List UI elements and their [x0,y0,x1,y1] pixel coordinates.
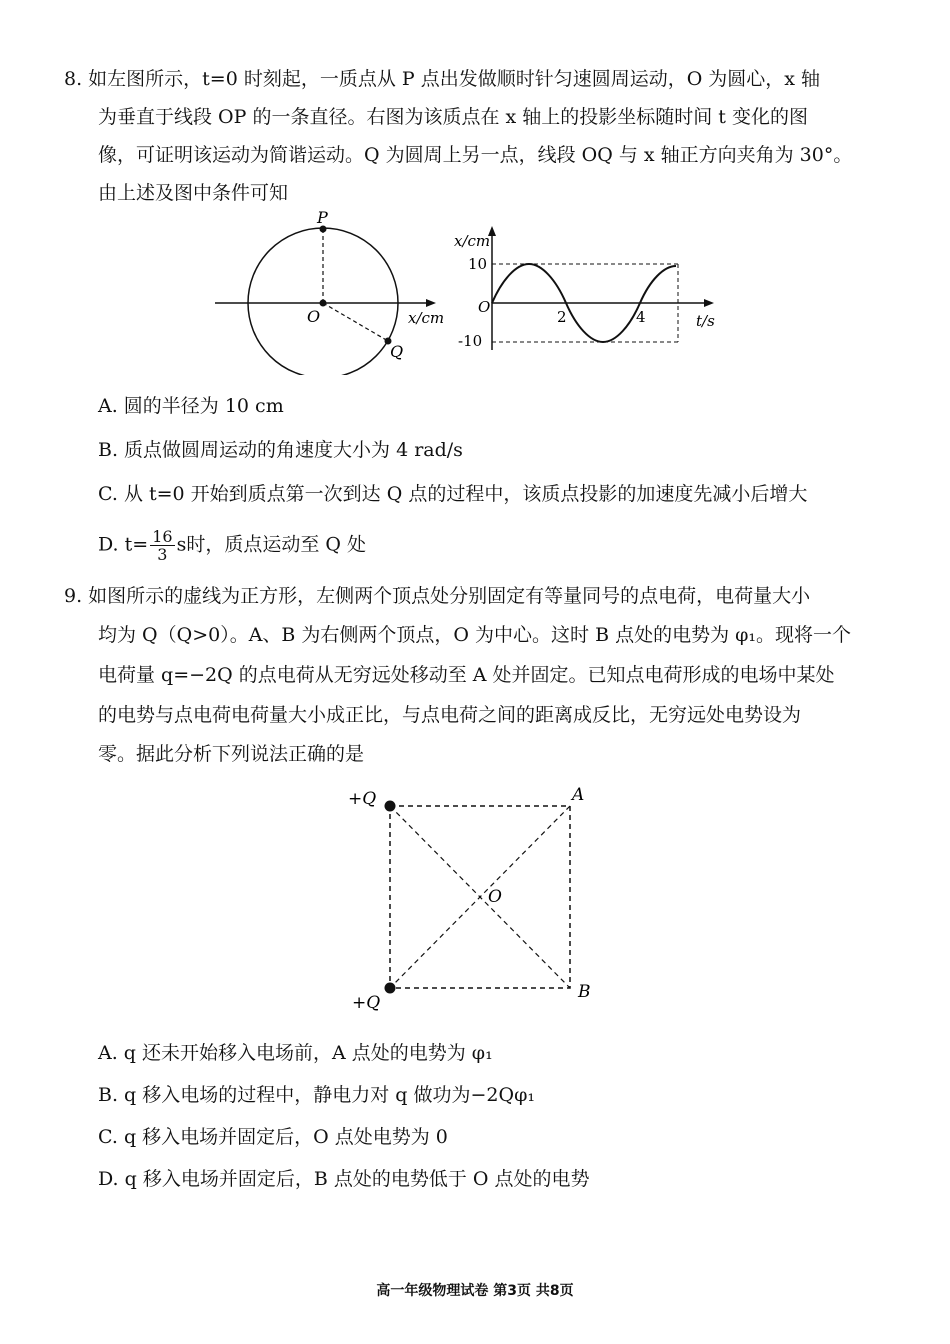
segment-OQ [323,303,388,341]
q9-line-1 [64,583,810,609]
graph-origin-label: O [478,298,491,316]
q9-text-1: 如图所示的虚线为正方形，左侧两个顶点处分别固定有等量同号的点电荷，电荷量大小 [88,585,811,607]
charge-top-left [385,801,396,812]
q8-line-4: 由上述及图中条件可知 [98,182,289,204]
tick-label-4: 4 [636,308,646,326]
q8-text-1: 如左图所示，t=0 时刻起，一质点从 P 点出发做顺时针匀速圆周运动，O 为圆心，x 轴 [88,68,821,90]
q9-line-3: 电荷量 q=−2Q 的点电荷从无穷远处移动至 A 处并固定。已知点电荷形成的电场中某处 [98,664,835,686]
fraction-16-3 [150,528,174,563]
q8-option-D-prefix: D. t= [98,533,149,556]
graph-y-label: x/cm [454,232,491,250]
label-B: B [578,982,591,1002]
fraction-numerator: 16 [152,527,173,546]
label-P: P [317,208,328,227]
label-Q: Q [390,342,404,361]
circle-figure [210,205,450,375]
q8-line-2: 为垂直于线段 OP 的一条直径。右图为该质点在 x 轴上的投影坐标随时间 t 变化的图 [98,106,808,128]
circle-axis-label: x/cm [408,309,445,327]
q9-option-A: A. q 还未开始移入电场前，A 点处的电势为 φ₁ [98,1042,493,1064]
q8-option-D [98,528,366,563]
q8-number: 8. [64,68,83,90]
q9-number: 9. [64,585,83,607]
q9-option-B: B. q 移入电场的过程中，静电力对 q 做功为−2Qφ₁ [98,1084,535,1106]
page-footer: 高一年级物理试卷 第3页 共8页 [376,1283,574,1299]
graph-x-label: t/s [696,312,715,330]
label-center-O: O [488,887,502,907]
x-axis-arrow-icon [426,299,436,307]
q8-line-1 [64,66,820,92]
q8-option-C: C. 从 t=0 开始到质点第一次到达 Q 点的过程中，该质点投影的加速度先减小后增大 [98,483,808,505]
graph-x-arrow-icon [704,299,714,307]
q9-line-2: 均为 Q（Q>0）。A、B 为右侧两个顶点，O 为中心。这时 B 点处的电势为 φ₁。现将一个 [98,624,852,646]
q9-option-D: D. q 移入电场并固定后，B 点处的电势低于 O 点处的电势 [98,1168,590,1190]
label-plus-Q-bottom: +Q [352,993,381,1013]
q9-line-5: 零。据此分析下列说法正确的是 [98,743,365,765]
tick-label-10: 10 [468,255,488,273]
square-figure [340,780,610,1020]
label-A: A [572,785,585,805]
q8-option-A: A. 圆的半径为 10 cm [98,395,284,417]
q8-option-B: B. 质点做圆周运动的角速度大小为 4 rad/s [98,439,463,461]
label-O: O [307,307,321,326]
sine-graph [450,222,730,357]
label-plus-Q-top: +Q [348,789,377,809]
tick-label-2: 2 [557,308,567,326]
charge-bottom-left [385,983,396,994]
center-point-O [320,300,327,307]
fraction-denominator: 3 [157,545,168,564]
q8-line-3: 像，可证明该运动为简谐运动。Q 为圆周上另一点，线段 OQ 与 x 轴正方向夹角为 30°。 [98,144,853,166]
tick-label-neg10: -10 [458,332,483,350]
q8-option-D-suffix: s时，质点运动至 Q 处 [176,533,366,556]
q9-line-4: 的电势与点电荷电荷量大小成正比，与点电荷之间的距离成反比，无穷远处电势设为 [98,704,802,726]
q9-option-C: C. q 移入电场并固定后，O 点处电势为 0 [98,1126,448,1148]
